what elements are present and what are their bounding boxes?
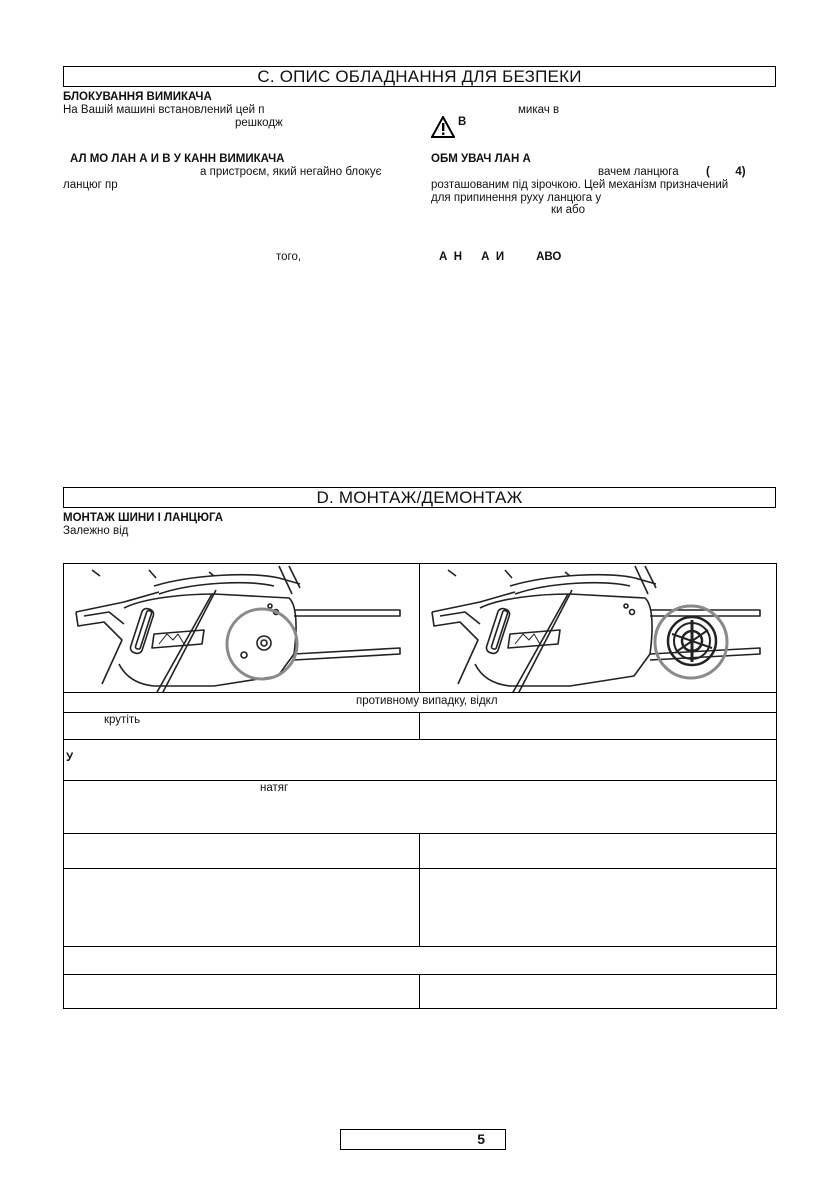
catcher-text-2: розташованим під зірочкою. Цей механізм призначений bbox=[431, 179, 729, 191]
section-c-subtitle: БЛОКУВАННЯ ВИМИКАЧА bbox=[63, 91, 212, 103]
catcher-text-1: вачем ланцюга bbox=[598, 166, 679, 178]
warning-letter: В bbox=[458, 116, 467, 128]
page-number: 5 bbox=[477, 1131, 485, 1147]
table-row4-text: натяг bbox=[260, 782, 289, 794]
table-row3-text: У bbox=[66, 752, 74, 764]
catcher-figure-ref: ( 4) bbox=[706, 166, 746, 178]
section-d-title: D. МОНТАЖ/ДЕМОНТАЖ bbox=[63, 487, 776, 508]
section-d-intro: Залежно від bbox=[63, 525, 129, 537]
brake-text-2: ланцюг пр bbox=[63, 179, 118, 191]
assembly-figures bbox=[63, 563, 777, 693]
table-row2-text: крутіть bbox=[104, 714, 141, 726]
chain-brake-heading: АЛ МО ЛАН А И В У КАНН ВИМИКАЧА bbox=[70, 153, 285, 165]
catcher-text-3: для припинення руху ланцюга у bbox=[431, 192, 602, 204]
catcher-text-4: ки або bbox=[551, 204, 586, 216]
tail-text-right: А Н А И АВО bbox=[439, 251, 562, 263]
section-c-title: C. ОПИС ОБЛАДНАННЯ ДЛЯ БЕЗПЕКИ bbox=[63, 66, 776, 87]
brake-text-1: а пристроєм, який негайно блокує bbox=[200, 166, 382, 178]
section-d-subtitle: МОНТАЖ ШИНИ І ЛАНЦЮГА bbox=[63, 512, 224, 524]
table-row1-text: противному випадку, відкл bbox=[356, 695, 498, 707]
intro-line-left: На Вашій машині встановлений цей п bbox=[63, 104, 265, 116]
figure-sprocket bbox=[420, 564, 777, 693]
figure-cover-nut bbox=[64, 564, 419, 693]
intro-line2: решкодж bbox=[235, 117, 283, 129]
page-number-box bbox=[340, 1129, 506, 1150]
tail-text-left: того, bbox=[276, 251, 302, 263]
chain-catcher-heading: ОБМ УВАЧ ЛАН А bbox=[431, 153, 531, 165]
intro-line-right: микач в bbox=[518, 104, 560, 116]
warning-icon bbox=[431, 116, 455, 138]
